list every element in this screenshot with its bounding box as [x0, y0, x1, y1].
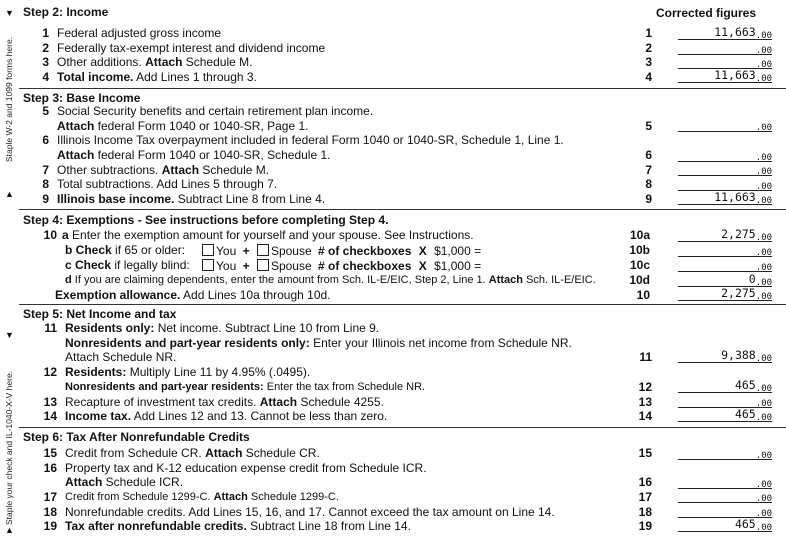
line-number: 12 [43, 365, 57, 379]
amount-field-line-8[interactable]: .00 [678, 177, 772, 191]
line-label: Credit from Schedule CR. Attach Schedule CR. [65, 446, 320, 460]
line-label: Exemption allowance. Add Lines 10a through 10d. [55, 288, 331, 302]
step3-title: Step 3: Base Income [23, 91, 141, 105]
line-label: Nonresidents and part-year residents: Enter the tax from Schedule NR. [65, 381, 426, 393]
line-number: 11 [44, 321, 57, 335]
amount-field-line-3[interactable]: .00 [678, 55, 772, 69]
multiply-sign: X [418, 244, 427, 258]
line-ref: 8 [645, 177, 652, 191]
amount-multiplier: $1,000 = [434, 259, 482, 273]
line-label: b Check if 65 or older: [65, 243, 186, 257]
line-label: d If you are claiming dependents, enter the amount from Sch. IL-E/EIC, Step 2, Line 1. Attach Sch. IL-E/EIC. [65, 274, 596, 286]
line-number: 18 [43, 505, 57, 519]
line-ref: 4 [645, 70, 652, 84]
section-divider [19, 427, 786, 428]
plus-sign: + [242, 259, 250, 273]
line-ref: 10c [629, 258, 650, 272]
line-ref: 9 [645, 192, 652, 206]
step6-title: Step 6: Tax After Nonrefundable Credits [23, 430, 250, 444]
amount-field-line-1[interactable]: 11,663.00 [678, 26, 772, 40]
line-ref: 18 [638, 505, 652, 519]
amount-field-line-18[interactable]: .00 [678, 504, 772, 518]
line-ref: 15 [638, 446, 652, 460]
line-number: 3 [42, 55, 49, 69]
line-ref: 3 [645, 55, 652, 69]
triangle-up-icon: ▲ [5, 189, 14, 199]
line-label: Total subtractions. Add Lines 5 through 7. [57, 177, 278, 191]
line-number: 8 [42, 177, 49, 191]
line-ref: 1 [645, 26, 652, 40]
amount-field-line-14[interactable]: 465.00 [678, 408, 772, 422]
line-ref: 2 [645, 41, 652, 55]
checkbox-label: Spouse [270, 259, 312, 273]
line-label: Residents only: Net income. Subtract Line 10 from Line 9. [65, 321, 380, 335]
checkbox-label: You [216, 244, 237, 258]
line-ref: 14 [638, 409, 652, 423]
step5-title: Step 5: Net Income and tax [23, 307, 177, 321]
amount-field-line-13[interactable]: .00 [678, 394, 772, 408]
line-ref: 17 [638, 490, 652, 504]
spouse-blind-checkbox[interactable] [257, 259, 269, 271]
checkbox-row-10b [201, 244, 481, 258]
checkbox-label: Spouse [270, 244, 312, 258]
line-number: 15 [43, 446, 57, 460]
amount-field-line-7[interactable]: .00 [678, 162, 772, 176]
amount-field-line-9[interactable]: 11,663.00 [678, 191, 772, 205]
line-label: Attach Schedule ICR. [65, 475, 184, 489]
line-label: Federally tax-exempt interest and dividend income [57, 41, 326, 55]
amount-field-line-6[interactable]: .00 [678, 148, 772, 162]
line-ref: 5 [645, 119, 652, 133]
line-label: Attach federal Form 1040 or 1040-SR, Page 1. [57, 119, 309, 133]
amount-field-line-5[interactable]: .00 [678, 118, 772, 132]
amount-field-line-10[interactable]: 2,275.00 [678, 287, 772, 301]
line-ref: 10d [629, 273, 650, 287]
amount-field-line-10b[interactable]: .00 [678, 243, 772, 257]
line-ref: 16 [638, 475, 652, 489]
line-number: 6 [42, 133, 49, 147]
line-ref: 11 [639, 350, 652, 364]
line-ref: 10b [629, 243, 650, 257]
line-label: Other subtractions. Attach Schedule M. [57, 163, 270, 177]
section-divider [19, 209, 786, 210]
amount-field-line-15[interactable]: .00 [678, 446, 772, 460]
line-number: 16 [43, 461, 57, 475]
amount-field-line-12[interactable]: 465.00 [678, 379, 772, 393]
line-label: Income tax. Add Lines 12 and 13. Cannot be less than zero. [65, 409, 388, 423]
line-label: Attach Schedule NR. [65, 350, 177, 364]
line-number: 1 [42, 26, 49, 40]
line-ref: 6 [645, 148, 652, 162]
amount-field-line-17[interactable]: .00 [678, 489, 772, 503]
line-ref: 7 [645, 163, 652, 177]
amount-multiplier: $1,000 = [434, 244, 482, 258]
line-label: Nonresidents and part-year residents only: Enter your Illinois net income from Schedule NR. [65, 336, 572, 350]
section-divider [19, 304, 786, 305]
corrected-figures-header: Corrected figures [656, 6, 757, 20]
staple-check-note: Staple your check and IL-1040-X-V here. [4, 370, 14, 525]
line-label: Recapture of investment tax credits. Attach Schedule 4255. [65, 395, 384, 409]
line-label: Tax after nonrefundable credits. Subtract Line 18 from Line 14. [65, 519, 411, 533]
amount-field-line-2[interactable]: .00 [678, 41, 772, 55]
you-65-checkbox[interactable] [202, 244, 214, 256]
line-ref: 19 [638, 519, 652, 533]
line-ref: 13 [638, 395, 652, 409]
amount-field-line-10d[interactable]: 0.00 [678, 273, 772, 287]
plus-sign: + [242, 244, 250, 258]
checkbox-label: You [216, 259, 237, 273]
amount-field-line-10c[interactable]: .00 [678, 258, 772, 272]
line-label: Illinois base income. Subtract Line 8 from Line 4. [57, 192, 326, 206]
line-ref: 10 [636, 288, 650, 302]
line-number: 19 [43, 519, 57, 533]
line-label: Illinois Income Tax overpayment included in federal Form 1040 or 1040-SR, Schedule 1, Line 1. [57, 133, 564, 147]
amount-field-line-10a[interactable]: 2,275.00 [678, 228, 772, 242]
line-label: Property tax and K-12 education expense credit from Schedule ICR. [65, 461, 427, 475]
line-number: 9 [42, 192, 49, 206]
line-label: Total income. Add Lines 1 through 3. [57, 70, 257, 84]
amount-field-line-16[interactable]: .00 [678, 475, 772, 489]
multiply-sign: X [418, 259, 427, 273]
line-label: a Enter the exemption amount for yourself and your spouse. See Instructions. [62, 228, 474, 242]
line-ref: 12 [638, 380, 652, 394]
line-number: 7 [42, 163, 49, 177]
staple-forms-note: Staple W-2 and 1099 forms here. [4, 36, 14, 162]
amount-field-line-11[interactable]: 9,388.00 [678, 349, 772, 363]
line-label: Social Security benefits and certain retirement plan income. [57, 104, 374, 118]
line-number: 4 [42, 70, 49, 84]
triangle-down-icon: ▼ [5, 330, 14, 340]
step2-title: Step 2: Income [23, 5, 109, 19]
spouse-65-checkbox[interactable] [257, 244, 269, 256]
triangle-down-icon: ▼ [5, 8, 14, 18]
checkbox-count-label: # of checkboxes [318, 259, 412, 273]
checkbox-row-10c [201, 259, 481, 273]
line-label: Other additions. Attach Schedule M. [57, 55, 253, 69]
line-number: 13 [43, 395, 57, 409]
line-label: Nonrefundable credits. Add Lines 15, 16, and 17. Cannot exceed the tax amount on Line 14. [65, 505, 555, 519]
line-label: c Check if legally blind: [65, 258, 190, 272]
amount-field-line-19[interactable]: 465.00 [678, 518, 772, 532]
triangle-up-icon: ▲ [5, 525, 14, 535]
line-number: 17 [43, 490, 57, 504]
line-number: 10 [43, 228, 57, 242]
line-label: Federal adjusted gross income [57, 26, 222, 40]
line-number: 14 [43, 409, 57, 423]
checkbox-count-label: # of checkboxes [318, 244, 412, 258]
line-ref: 10a [629, 228, 650, 242]
line-label: Residents: Multiply Line 11 by 4.95% (.0495). [65, 365, 311, 379]
section-divider [19, 88, 786, 89]
amount-field-line-4[interactable]: 11,663.00 [678, 69, 772, 83]
line-number: 5 [42, 104, 49, 118]
you-blind-checkbox[interactable] [202, 259, 214, 271]
line-number: 2 [42, 41, 49, 55]
line-label: Attach federal Form 1040 or 1040-SR, Schedule 1. [57, 148, 331, 162]
step4-title: Step 4: Exemptions - See instructions before completing Step 4. [23, 213, 389, 227]
line-label: Credit from Schedule 1299-C. Attach Schedule 1299-C. [65, 491, 339, 503]
